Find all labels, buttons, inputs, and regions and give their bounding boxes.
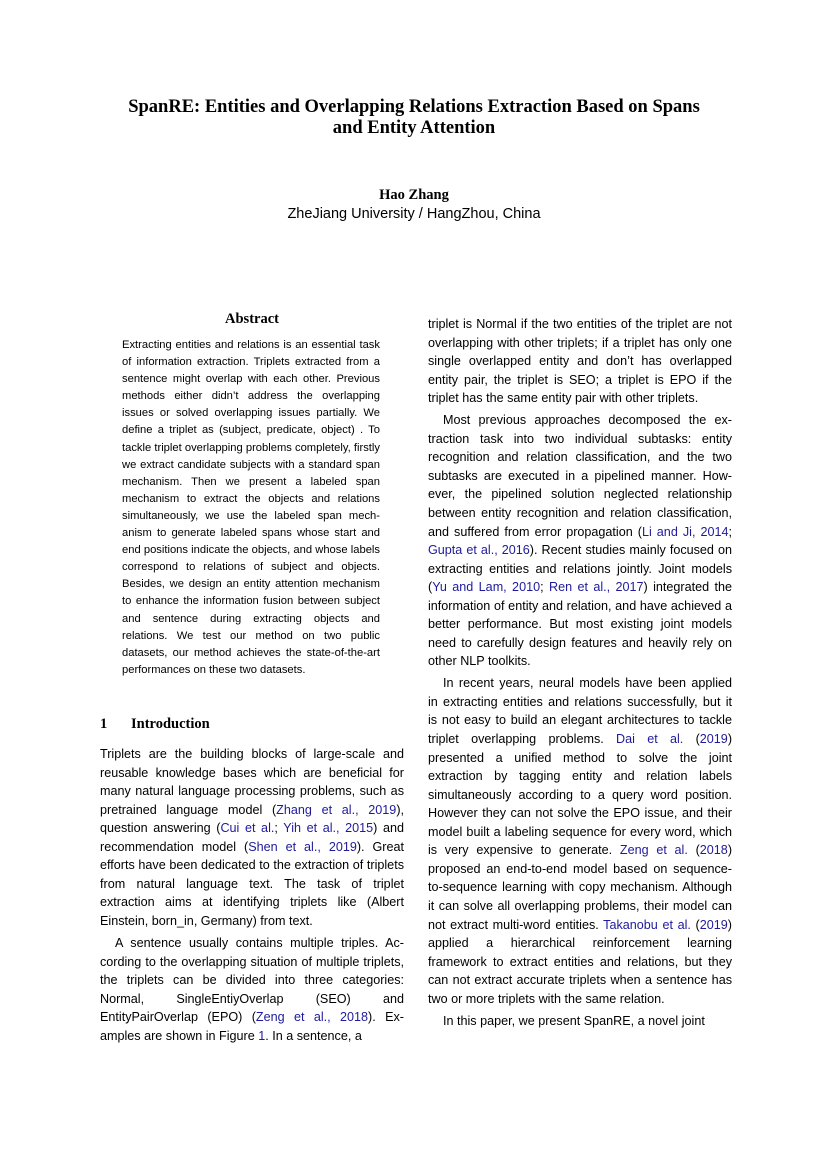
citation-link[interactable]: Shen et al., 2019 [248, 839, 357, 854]
abstract-heading: Abstract [225, 311, 279, 327]
text-run: ( [690, 917, 700, 932]
citation-link[interactable]: Li and Ji, 2014 [641, 524, 729, 539]
text-run: ( [687, 843, 700, 858]
title-line-1: SpanRE: Entities and Overlapping Relations Extraction Based on Spans [128, 97, 700, 117]
citation-link[interactable]: Zeng et al. [619, 843, 688, 858]
title-line-2: and Entity Attention [332, 118, 496, 138]
right-column-body [428, 315, 732, 1030]
paragraph [100, 745, 404, 930]
citation-link[interactable]: Cui et al. [220, 821, 275, 836]
paragraph [100, 934, 404, 1045]
citation-link[interactable]: Takanobu et al. [603, 917, 691, 932]
text-run: presented a unified method to solve the joint extraction by tagging entity and relation labels simultaneously according to a query word position. However they can not solve the EPO issue, and their model built a labeling sequence for every word, which is very expensive to generate. [428, 750, 732, 858]
paragraph: triplet is Normal if the two entities of the triplet are not overlapping with other triplets; if a triplet has only one single overlapped entity and don’t has overlapped entity pair, the triplet is SEO; a triplet is EPO if the triplet has the same entity pair with other triplets. [428, 317, 732, 406]
text-run: ; [274, 821, 284, 836]
text-run: . In a sentence, a [265, 1028, 362, 1043]
text-run: ) [727, 843, 733, 858]
citation-link[interactable]: Gupta et al., 2016 [428, 543, 530, 558]
citation-link[interactable]: Zhang et al., 2019 [276, 802, 397, 817]
text-run: Most previous approaches decomposed the extraction task into two individual subtasks: entity recognition and relation classification, and the two subtasks are executed in a pipelined manner. However, the pipelined solution neglected relationship between entity recognition and relation classification, and suffered from error propagation ( [428, 413, 732, 539]
left-column-body [100, 745, 404, 1045]
paragraph [428, 674, 732, 1008]
citation-year-link[interactable]: 2019 [699, 732, 728, 747]
text-run: ). Examples are shown in Figure [100, 1010, 404, 1043]
citation-link[interactable]: Zeng et al., 2018 [255, 1010, 369, 1025]
figure-reference-link[interactable]: 1 [258, 1028, 266, 1043]
text-run: ). Recent studies mainly focused on extracting entities and relations jointly. Joint models ( [428, 543, 732, 595]
text-run: A sentence usually contains multiple triples. According to the overlapping situation of multiple triplets, the triplets can be divided into three categories: Normal, SingleEntiyOverlap (SEO) and EntityPairOverlap (EPO) ( [100, 935, 404, 1025]
text-run: proposed an end-to-end model based on sequence-to-sequence learning with copy mechanism. Although it can solve all overlapping problems, their model can not extract multi-word entities. [428, 861, 732, 932]
citation-year-link[interactable]: 2018 [699, 843, 728, 858]
author-affiliation: ZheJiang University / HangZhou, China [287, 206, 541, 222]
citation-link[interactable]: Dai et al. [616, 732, 684, 747]
author-name: Hao Zhang [379, 187, 449, 203]
citation-link[interactable]: Yu and Lam, 2010 [432, 580, 541, 595]
text-run: ) and recommendation model ( [100, 821, 404, 854]
citation-year-link[interactable]: 2019 [699, 917, 728, 932]
text-run: ) [727, 917, 732, 932]
citation-link[interactable]: Yih et al., 2015 [283, 821, 374, 836]
abstract-text: Extracting entities and relations is an essential task of information extraction. Triplets extracted from a sentence might overlap with each other. Previous methods either didn’t address the overlapping issues or solved overlapping issues partially. We define a triplet as (subject, predicate, object) . To tackle triplet overlapping problems completely, firstly we extract candidate subjects with a standard span mechanism. Then we present a labeled span mechanism to extract the objects and relations simultaneously, we use the labeled span mechanism to generate labeled spans whose start and end positions indicate the objects, and whose labels correspond to relations of subject and objects. Besides, we design an entity attention mechanism to enhance the information fusion between subject and sentence during extracting objects and relations. We test our method on two public datasets, our method achieves the state-of-the-art performances on these two datasets. [122, 339, 380, 676]
text-run: ) [727, 732, 733, 747]
text-run: Triplets are the building blocks of large-scale and reusable knowledge bases which are beneficial for many natural language processing problems, such as pretrained language model ( [100, 747, 404, 817]
section-heading-introduction [100, 716, 210, 733]
text-run: ), question answering ( [100, 802, 405, 836]
paper-title [0, 97, 828, 139]
text-run: ( [683, 732, 700, 747]
section-title: Introduction [131, 716, 210, 732]
text-run: ; [728, 524, 733, 539]
paragraph [428, 411, 732, 671]
text-run: In recent years, neural models have been applied in extracting entities and relations successfully, but it is not easy to build an elegant architectures to tackle triplet overlapping problems. [428, 676, 732, 747]
citation-link[interactable]: Ren et al., 2017 [548, 580, 644, 595]
section-number: 1 [100, 716, 108, 732]
text-run: ) integrated the information of entity and relation, and have achieved a better performance. But most existing joint models need to carefully design features and heavily rely on other NLP toolkits. [428, 580, 733, 669]
text-run: ; [540, 580, 549, 595]
text-run: ). Great efforts have been dedicated to the extraction of triplets from natural language text. The task of triplet extraction aims at identifying triplets like (Albert Einstein, born_in, Germany) from text. [100, 839, 404, 928]
paragraph: In this paper, we present SpanRE, a novel joint [443, 1013, 705, 1028]
text-run: applied a hierarchical reinforcement learning framework to extract entities and relations, but they can not extract accurate triplets when a sentence has two or more triplets with the same relation. [428, 936, 732, 1006]
